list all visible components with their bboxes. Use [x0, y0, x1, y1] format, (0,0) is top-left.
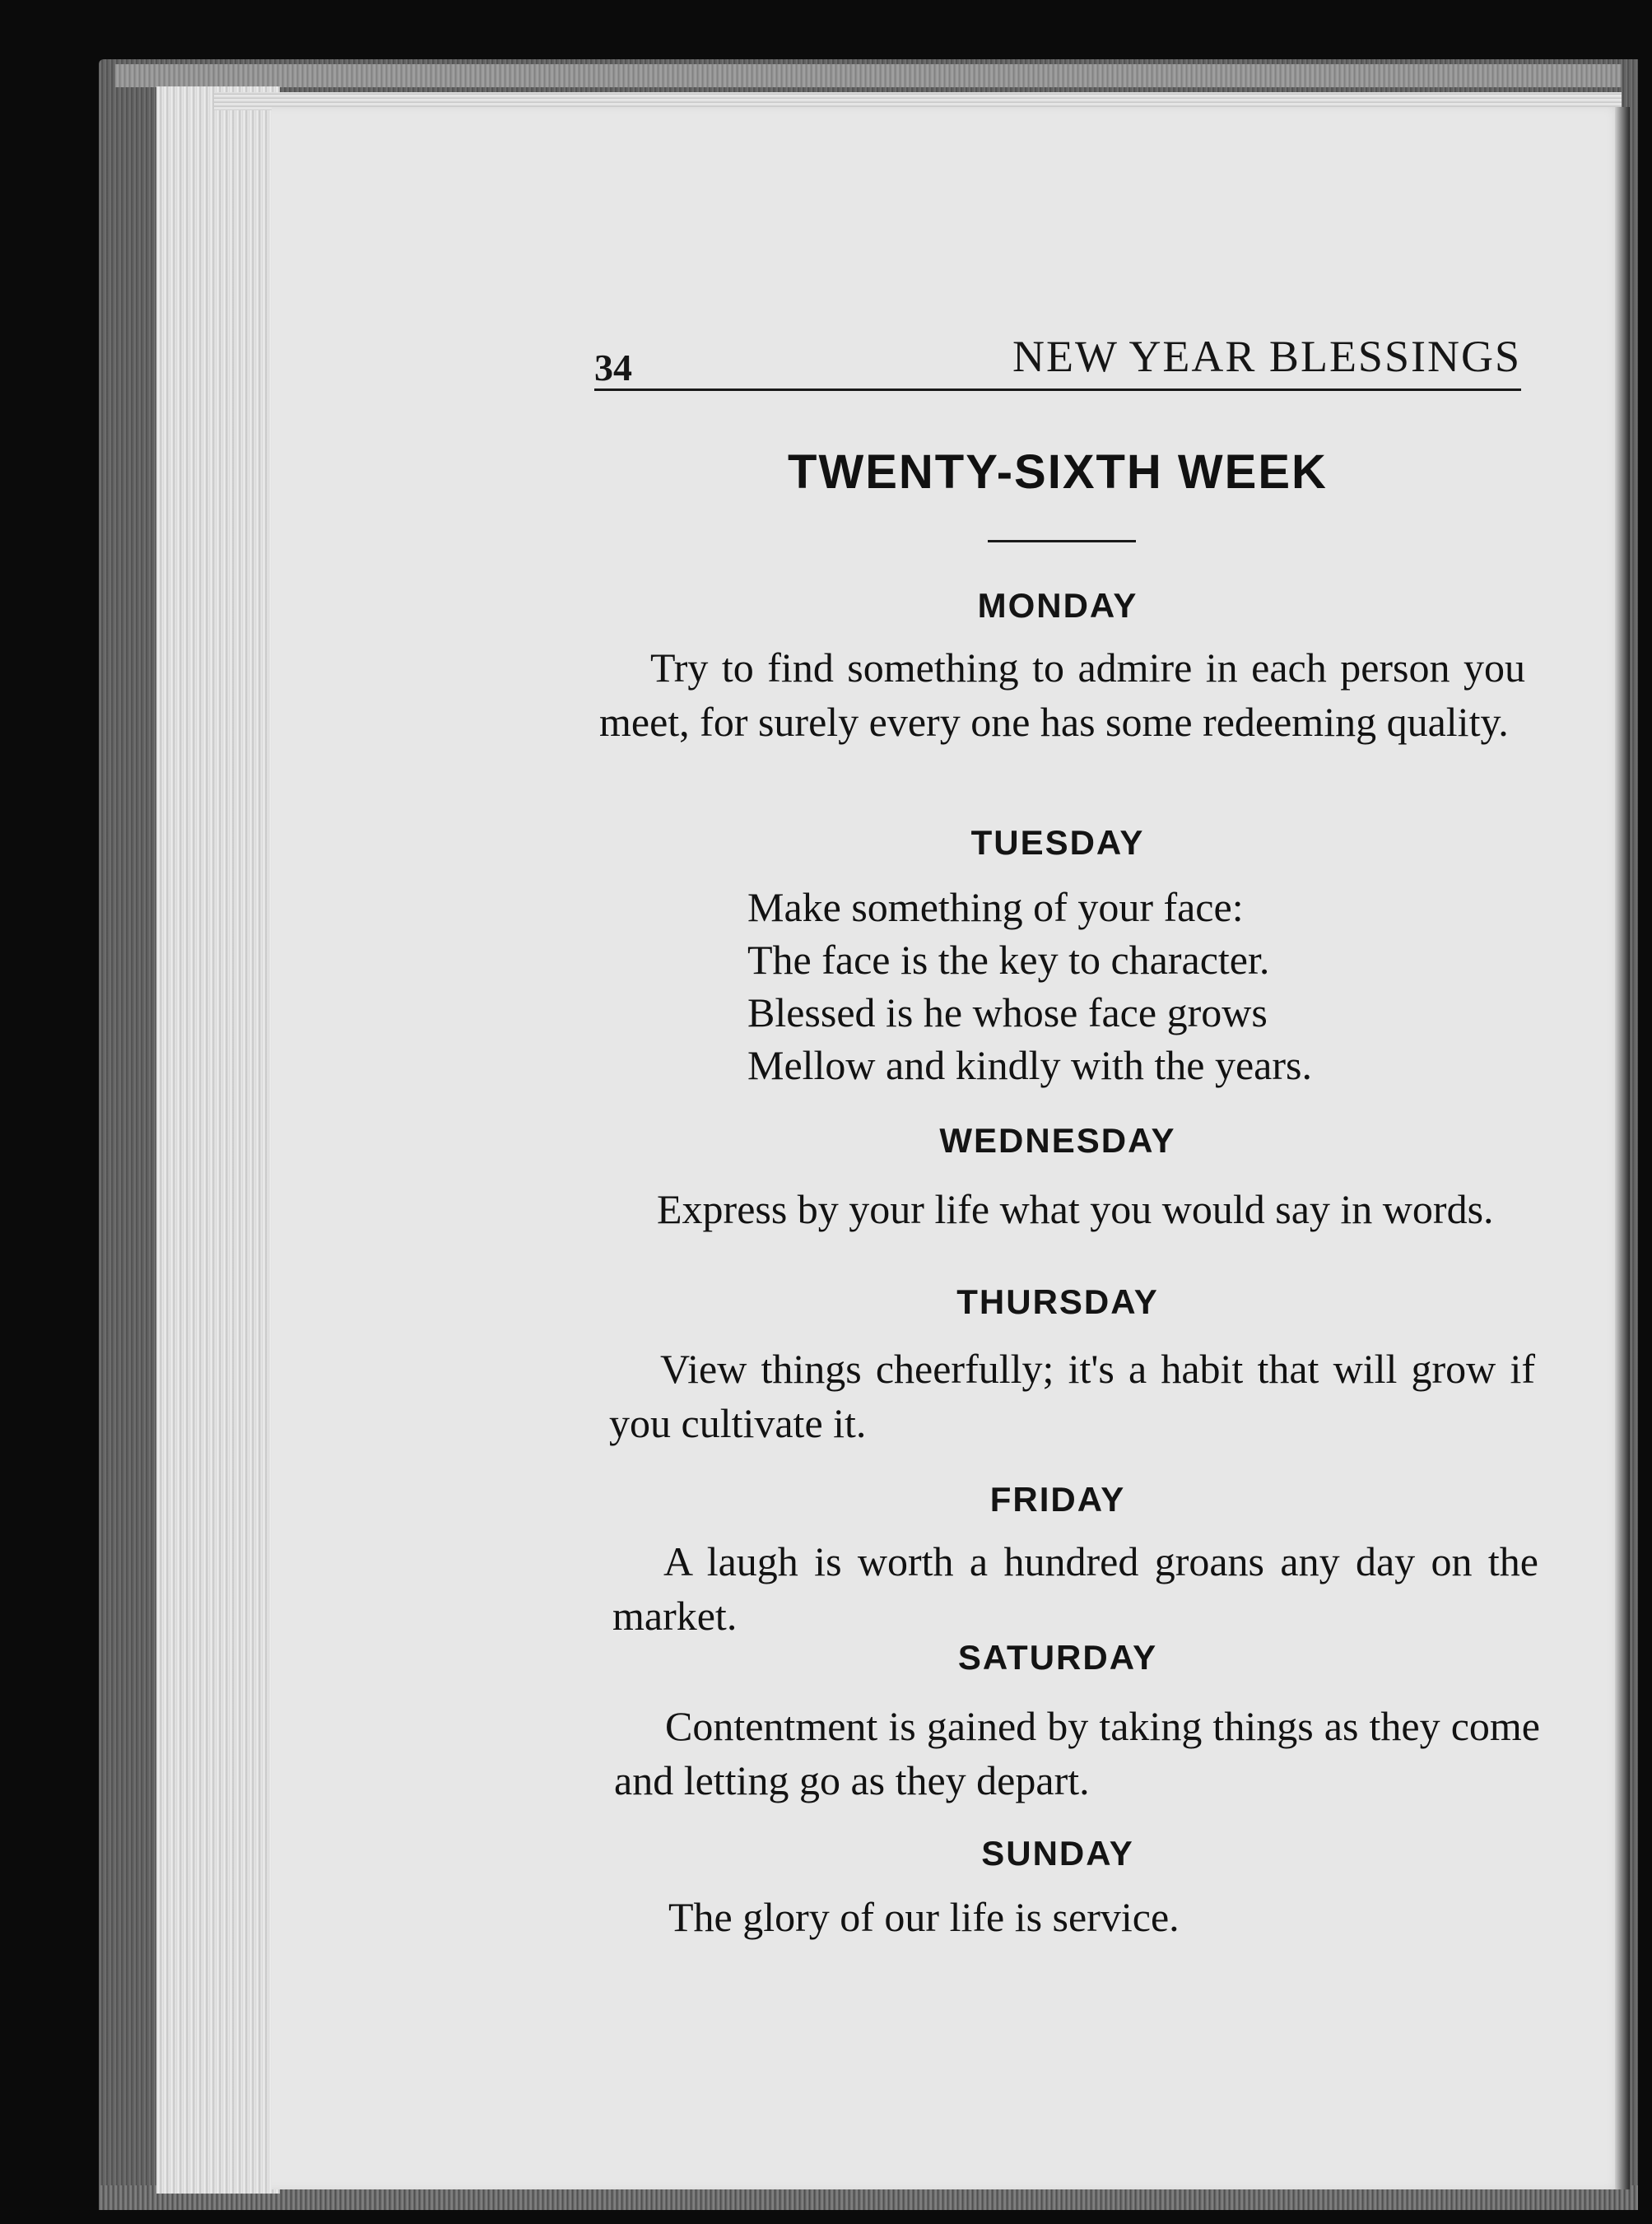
day-heading-tuesday: TUESDAY	[970, 823, 1145, 862]
book-cover-top-edge	[115, 64, 1622, 87]
day-text-friday: A laugh is worth a hundred groans any day on the market.	[612, 1538, 1538, 1639]
page-gutter-shadow	[1615, 107, 1630, 2189]
day-text-wednesday: Express by your life what you would say in words.	[657, 1186, 1494, 1232]
poem-line: The face is the key to character.	[747, 937, 1270, 983]
day-text-thursday: View things cheerfully; it's a habit that will grow if you cultivate it.	[609, 1346, 1535, 1446]
poem-line: Mellow and kindly with the years.	[747, 1042, 1312, 1088]
page-edges-stack	[156, 86, 280, 2194]
day-text-saturday: Contentment is gained by taking things as they come and letting go as they depart.	[614, 1703, 1540, 1803]
poem-line: Make something of your face:	[747, 884, 1244, 930]
day-heading-thursday: THURSDAY	[956, 1282, 1159, 1321]
running-head	[594, 323, 1521, 391]
page-number: 34	[594, 347, 632, 389]
day-text-monday: Try to find something to admire in each person you meet, for surely every one has some redeeming quality.	[599, 644, 1525, 745]
day-heading-monday: MONDAY	[977, 586, 1138, 625]
day-heading-wednesday: WEDNESDAY	[939, 1121, 1176, 1160]
day-heading-friday: FRIDAY	[989, 1480, 1126, 1519]
day-text-sunday: The glory of our life is service.	[668, 1894, 1180, 1940]
day-heading-saturday: SATURDAY	[957, 1638, 1158, 1677]
day-heading-sunday: SUNDAY	[981, 1834, 1134, 1873]
running-title: NEW YEAR BLESSINGS	[1012, 332, 1521, 381]
poem-line: Blessed is he whose face grows	[747, 989, 1268, 1035]
week-title: TWENTY-SIXTH WEEK	[788, 445, 1328, 499]
title-rule	[988, 540, 1136, 542]
day-poem-tuesday	[747, 881, 1488, 1091]
